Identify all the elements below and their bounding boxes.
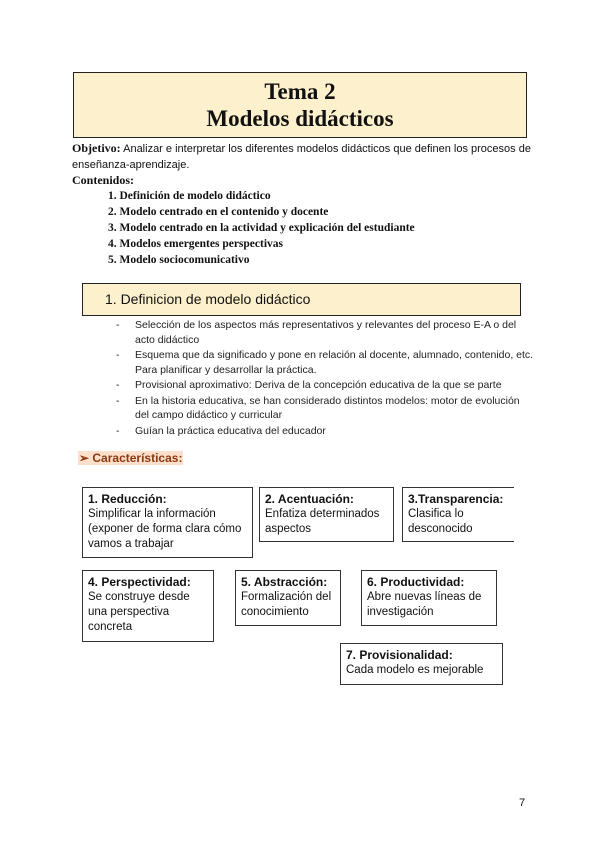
card-title: 7. Provisionalidad: — [346, 648, 453, 662]
bullet-text: Guían la práctica educativa del educador — [135, 424, 326, 437]
characteristics-heading: ➢ Características: — [79, 451, 183, 465]
contents-item: 4. Modelos emergentes perspectivas — [108, 238, 284, 250]
contents-item: 5. Modelo sociocomunicativo — [108, 254, 250, 266]
characteristic-card-provisionalidad — [340, 643, 503, 685]
title-box — [73, 72, 527, 138]
topic-title: Modelos didácticos — [206, 106, 394, 131]
contents-item: 3. Modelo centrado en la actividad y explicación del estudiante — [108, 222, 415, 234]
bullet-text: Esquema que da significado y pone en relación al docente, alumnado, contenido, etc. Para planificar y desarrollar la práctica. — [135, 349, 534, 376]
card-text: Formalización del conocimiento — [241, 591, 332, 618]
bullet-marker: - — [116, 379, 120, 391]
card-text: Abre nuevas líneas de investigación — [367, 591, 482, 618]
card-title: 5. Abstracción: — [241, 575, 328, 589]
bullet-item — [116, 318, 536, 347]
bullet-text: Provisional aproximativo: Deriva de la concepción educativa de la que se parte — [135, 379, 502, 391]
contents-label: Contenidos: — [72, 173, 135, 187]
card-text: Enfatiza determinados aspectos — [265, 508, 380, 535]
objective-text: Analizar e interpretar los diferentes modelos didácticos que definen los procesos de enseñanza-aprendizaje. — [72, 143, 531, 171]
characteristic-card-transparencia — [402, 487, 514, 542]
characteristic-card-productividad — [361, 570, 497, 626]
card-title: 1. Reducción: — [88, 492, 167, 506]
card-title: 4. Perspectividad: — [88, 575, 191, 589]
objective-paragraph — [72, 140, 532, 173]
card-text: Se construye desde una perspectiva concreta — [88, 591, 190, 633]
contents-item: 2. Modelo centrado en el contenido y docente — [108, 206, 329, 218]
bullet-marker: - — [116, 394, 120, 407]
characteristic-card-abstraccion — [235, 570, 341, 626]
card-text: Cada modelo es mejorable — [346, 664, 484, 676]
objective-label: Objetivo: — [72, 141, 121, 155]
bullet-item — [116, 378, 536, 393]
characteristic-card-acentuacion — [259, 487, 394, 542]
characteristic-card-reduccion — [82, 487, 253, 558]
bullet-text: En la historia educativa, se han considerado distintos modelos: motor de evolución del campo didáctico y curricular — [135, 394, 520, 421]
bullet-text: Selección de los aspectos más representativos y relevantes del proceso E-A o del acto didáctico — [135, 319, 517, 346]
section-heading: 1. Definicion de modelo didáctico — [105, 291, 311, 307]
card-text: Clasifica lo desconocido — [408, 508, 473, 535]
topic-number: Tema 2 — [264, 79, 336, 104]
characteristic-card-perspectividad — [82, 570, 214, 642]
page-number: 7 — [519, 797, 526, 809]
contents-list — [108, 188, 415, 268]
card-text: Simplificar la información (exponer de forma clara cómo vamos a trabajar — [88, 508, 242, 550]
bullet-marker: - — [116, 424, 120, 437]
card-title: 2. Acentuación: — [265, 492, 354, 506]
section-heading-box — [82, 283, 521, 316]
definition-bullet-list — [116, 318, 536, 439]
contents-item: 1. Definición de modelo didáctico — [108, 190, 271, 202]
card-title: 3.Transparencia: — [408, 492, 504, 506]
bullet-marker: - — [116, 319, 120, 331]
bullet-item — [116, 348, 536, 377]
bullet-item — [116, 394, 536, 423]
bullet-item — [116, 424, 536, 439]
bullet-marker: - — [116, 349, 120, 361]
card-title: 6. Productividad: — [367, 575, 465, 589]
